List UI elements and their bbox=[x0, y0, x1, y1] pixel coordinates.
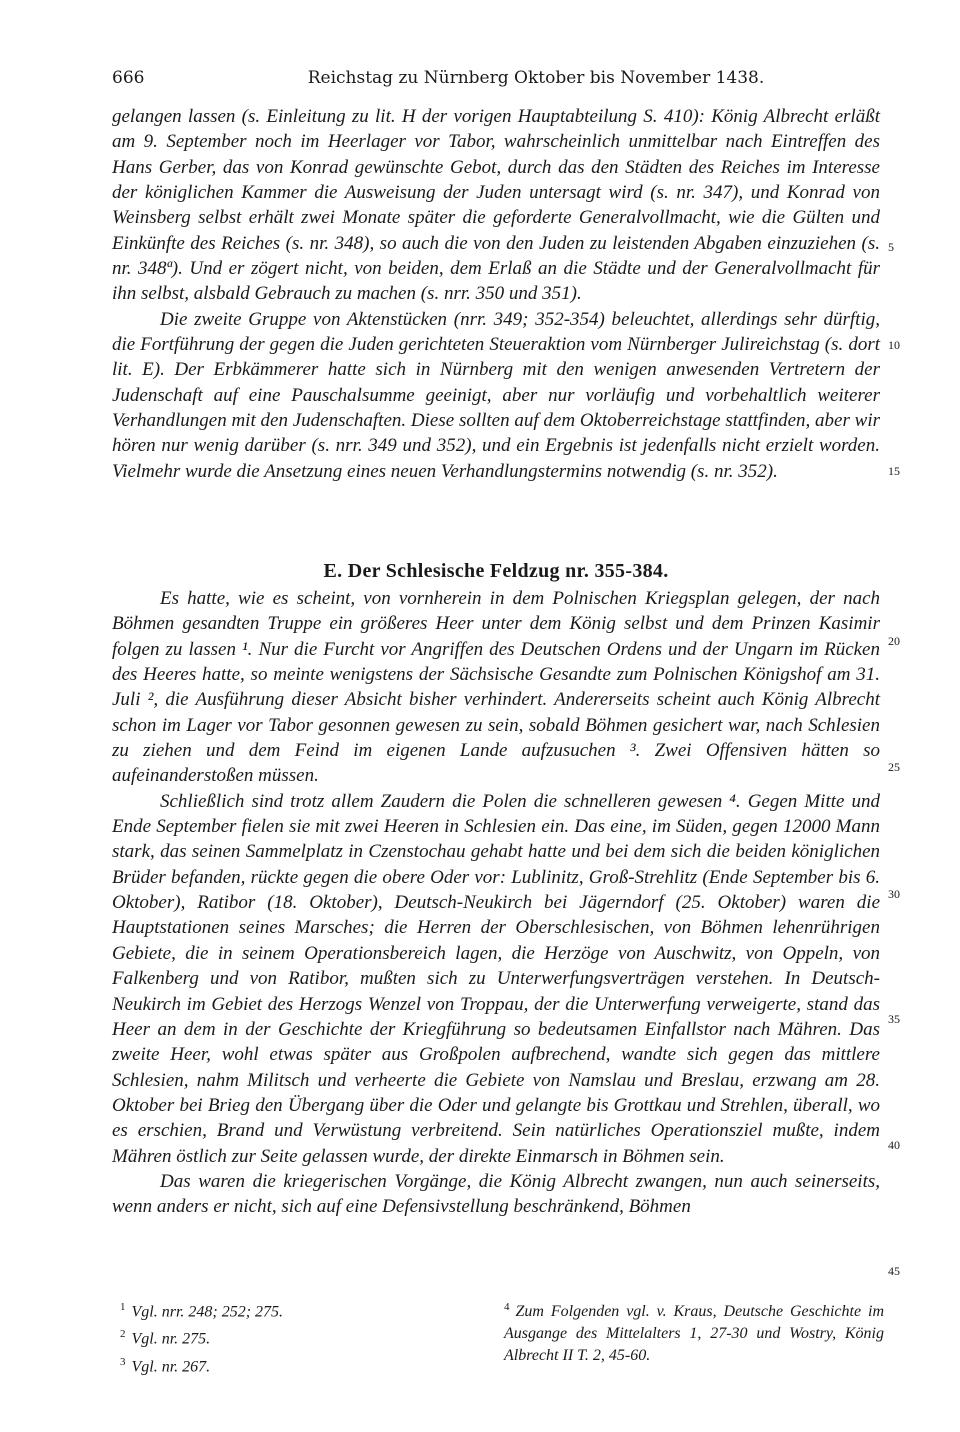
paragraph: gelangen lassen (s. Einleitung zu lit. H der vorigen Hauptabteilung S. 410): König Albrecht erläßt am 9. September noch im Heerlager vor Tabor, wahrscheinlich unmittelbar nach Eintreffen des Hans Gerber, das von Konrad gewünschte Gebot, durch das den Städten des Reiches im Interesse der königlichen Kammer die Ausweisung der Juden untersagt wird (s. nr. 347), und Konrad von Weinsberg selbst erhält zwei Monate später die geforderte Generalvollmacht, wie die Gülten und Einkünfte des Reiches (s. nr. 348), so auch die von den Juden zu leistenden Abgaben einzuziehen (s. nr. 348ª). Und er zögert nicht, von beiden, dem Erlaß an die Städte und der Generalvollmacht für ihn selbst, alsbald Gebrauch zu machen (s. nrr. 350 und 351). bbox=[112, 106, 880, 305]
footnote-marker: 3 bbox=[120, 1355, 126, 1368]
footnotes-right-column bbox=[504, 1296, 884, 1367]
page-number: 666 bbox=[112, 68, 145, 88]
footnote-text: Zum Folgenden vgl. v. Kraus, Deutsche Geschichte im Ausgange des Mittelalters 1, 27-30 und Wostry, König Albrecht II T. 2, 45-60. bbox=[504, 1303, 884, 1365]
section-heading: E. Der Schlesische Feldzug nr. 355-384. bbox=[323, 560, 669, 582]
paragraph: Es hatte, wie es scheint, von vornherein in dem Polnischen Kriegsplan gelegen, der nach Böhmen gesandten Truppe ein größeres Heer unter dem König selbst und dem Prinzen Kasimir folgen zu lassen ¹. Nur die Furcht vor Angriffen des Deutschen Ordens und der Ungarn im Rücken des Heeres hatte, so meinte wenigstens der Sächsische Gesandte zum Polnischen Königshof am 31. Juli ², die Ausführung dieser Absicht bisher verhindert. Andererseits scheint auch König Albrecht schon im Lager vor Tabor gesonnen gewesen zu sein, sobald Böhmen gesichert war, nach Schlesien zu ziehen und dem Feind im eigenen Lande aufzusuchen ³. Zwei Offensiven hätten so aufeinanderstoßen müssen. bbox=[112, 588, 880, 787]
line-number: 5 bbox=[888, 240, 894, 254]
line-number: 45 bbox=[888, 1264, 900, 1278]
footnote-marker: 2 bbox=[120, 1328, 126, 1341]
footnote bbox=[504, 1303, 884, 1364]
section-text bbox=[112, 586, 880, 1220]
footnotes-left-column bbox=[120, 1296, 470, 1378]
page-header bbox=[112, 68, 880, 96]
paragraph: Schließlich sind trotz allem Zaudern die Polen die schnelleren gewesen ⁴. Gegen Mitte und Ende September fielen sie mit zwei Heeren in Schlesien ein. Das eine, im Süden, gegen 12000 Mann stark, das seinen Sammelplatz in Czenstochau gehabt hatte und bei dem sich die beiden königlichen Brüder befanden, rückte gegen die obere Oder vor: Lublinitz, Groß-Strehlitz (Ende September bis 6. Oktober), Ratibor (18. Oktober), Deutsch-Neukirch bei Jägerndorf (25. Oktober) waren die Hauptstationen seines Marsches; die Herren der Oberschlesischen, von Böhmen lehenrührigen Gebiete, die in seinem Operationsbereich lagen, die Herzöge von Auschwitz, von Oppeln, von Falkenberg und von Ratibor, mußten sich zu Unterwerfungsverträgen verstehen. In Deutsch-Neukirch im Gebiet des Herzogs Wenzel von Troppau, der die Unterwerfung verweigerte, stand das Heer an dem in der Geschichte der Kriegführung so bedeutsamen Einfallstor nach Mähren. Das zweite Heer, wohl etwas später aus Großpolen aufbrechend, wandte sich gegen das mittlere Schlesien, nahm Militsch und verheerte die Gebiete von Namslau und Breslau, erzwang am 28. Oktober bei Brieg den Übergang über die Oder und gelangte bis Grottkau und Strehlen, überall, wo es erschien, Brand und Verwüstung verbreitend. Sein natürliches Operationsziel mußte, indem Mähren östlich zur Seite gelassen wurde, der direkte Einmarsch in Böhmen sein. bbox=[112, 790, 880, 1167]
footnote-text: Vgl. nr. 267. bbox=[131, 1357, 211, 1375]
line-number: 30 bbox=[888, 887, 900, 901]
footnote bbox=[120, 1351, 470, 1378]
intro-text bbox=[112, 104, 880, 484]
running-title: Reichstag zu Nürnberg Oktober bis November 1438. bbox=[307, 68, 765, 88]
footnote-text: Vgl. nr. 275. bbox=[131, 1330, 211, 1348]
footnote-marker: 4 bbox=[504, 1301, 510, 1313]
line-number: 25 bbox=[888, 760, 900, 774]
footnote bbox=[120, 1296, 470, 1323]
paragraph: Die zweite Gruppe von Aktenstücken (nrr. 349; 352-354) beleuchtet, allerdings sehr dürftig, die Fortführung der gegen die Juden gerichteten Steueraktion vom Nürnberger Julireichstag (s. dort lit. E). Der Erbkämmerer hatte sich in Nürnberg mit den wenigen anwesenden Vertretern der Judenschaft auf eine Pauschalsumme geeinigt, aber nur vorläufig und vorbehaltlich weiterer Verhandlungen mit den Judenschaften. Diese sollten auf dem Oktoberreichstage stattfinden, aber wir hören nur wenig darüber (s. nrr. 349 und 352), und ein Ergebnis ist jedenfalls nicht erzielt worden. Vielmehr wurde die Ansetzung eines neuen Verhandlungstermins notwendig (s. nr. 352). bbox=[112, 308, 880, 482]
line-number: 40 bbox=[888, 1138, 900, 1152]
footnote-text: Vgl. nrr. 248; 252; 275. bbox=[131, 1303, 284, 1321]
paragraph: Das waren die kriegerischen Vorgänge, die König Albrecht zwangen, nun auch seinerseits, wenn anders er nicht, sich auf eine Defensivstellung beschränkend, Böhmen bbox=[112, 1170, 880, 1218]
line-number: 35 bbox=[888, 1012, 900, 1026]
footnote-marker: 1 bbox=[120, 1301, 126, 1313]
line-number: 10 bbox=[888, 338, 900, 352]
line-number: 15 bbox=[888, 464, 900, 478]
footnote bbox=[120, 1323, 470, 1350]
line-number: 20 bbox=[888, 634, 900, 648]
